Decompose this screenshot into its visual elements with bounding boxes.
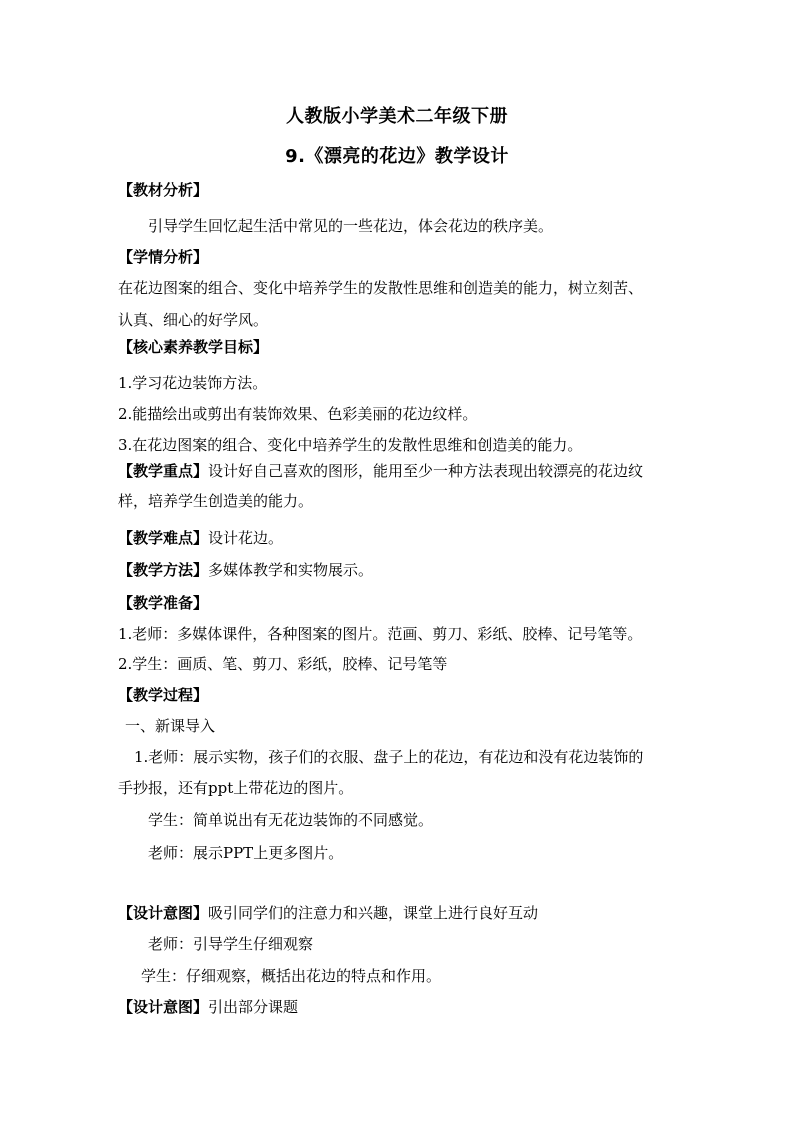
heading-yitu1: 【设计意图】 [118,904,209,922]
yitu2-line [118,997,298,1017]
hexin-item-3: 3.在花边图案的组合、变化中培养学生的发散性思维和创造美的能力。 [118,436,583,454]
yitu2-text: 引出部分课题 [208,998,299,1016]
zhunbei-item-2: 2.学生：画质、笔、剪刀、彩纸，胶棒、记号笔等 [118,655,448,673]
zhongdian-line1 [118,461,643,481]
fangfa-line [118,560,373,580]
heading-nandian: 【教学难点】 [118,529,209,547]
zhunbei-item-1: 1.老师：多媒体课件，各种图案的图片。范画、剪刀、彩纸、胶棒、记号笔等。 [118,625,643,643]
heading-jiaocai: 【教材分析】 [118,181,209,199]
hexin-item-2: 2.能描绘出或剪出有装饰效果、色彩美丽的花边纹样。 [118,405,478,423]
heading-xueqing: 【学情分析】 [118,248,209,266]
xueqing-line1: 在花边图案的组合、变化中培养学生的发散性思维和创造美的能力，树立刻苦、 [118,279,644,297]
yitu1-line [118,903,538,923]
student-line1: 学生：简单说出有无花边装饰的不同感觉。 [148,811,434,829]
fangfa-text: 多媒体教学和实物展示。 [208,561,374,579]
heading-fangfa: 【教学方法】 [118,561,209,579]
zhongdian-text2: 样，培养学生创造美的能力。 [118,492,314,510]
nandian-line [118,528,283,548]
teacher-line1: 老师：展示PPT上更多图片。 [148,844,344,862]
teacher-line2: 老师：引导学生仔细观察 [148,935,314,953]
heading-yitu2: 【设计意图】 [118,998,209,1016]
heading-hexin: 【核心素养教学目标】 [118,338,269,356]
nandian-text: 设计花边。 [208,529,284,547]
yitu1-text: 吸引同学们的注意力和兴趣，课堂上进行良好互动 [208,904,539,922]
student-line2: 学生：仔细观察，概括出花边的特点和作用。 [141,967,442,985]
step1-line2: 手抄报，还有ppt上带花边的图片。 [118,779,354,797]
heading-zhongdian: 【教学重点】 [118,462,209,480]
jiaocai-text: 引导学生回忆起生活中常见的一些花边，体会花边的秩序美。 [148,217,554,235]
heading-guocheng: 【教学过程】 [118,686,209,704]
zhongdian-text1: 设计好自己喜欢的图形，能用至少一种方法表现出较漂亮的花边纹 [208,462,644,480]
heading-zhunbei: 【教学准备】 [118,594,209,612]
step1-line1: 1.老师：展示实物，孩子们的衣服、盘子上的花边，有花边和没有花边装饰的 [134,748,644,766]
document-title: 人教版小学美术二年级下册 [286,106,508,127]
xueqing-line2: 认真、细心的好学风。 [118,311,269,329]
hexin-item-1: 1.学习花边装饰方法。 [118,374,268,392]
section-xinke: 一、新课导入 [125,717,216,735]
document-subtitle: 9.《漂亮的花边》教学设计 [285,146,509,167]
